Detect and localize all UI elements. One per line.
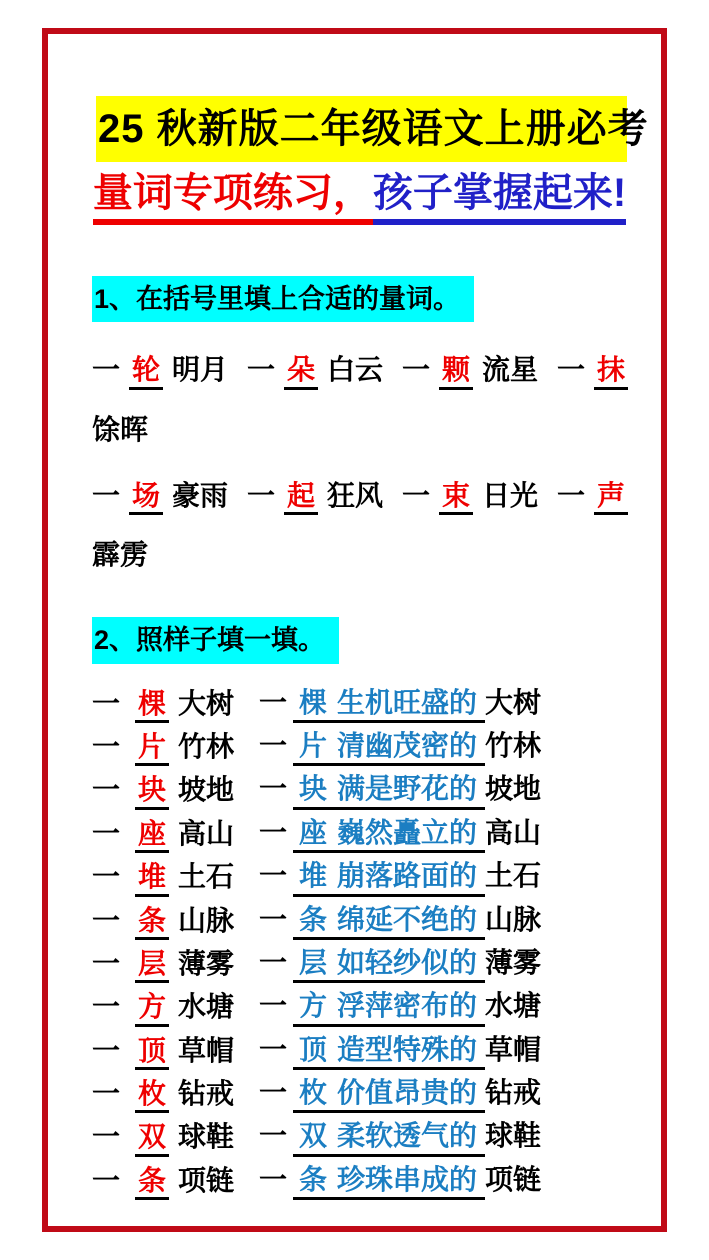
measure-item — [402, 348, 538, 389]
row-answer — [259, 767, 541, 809]
number-one: 一 — [92, 817, 121, 849]
section1-heading: 1、在括号里填上合适的量词。 — [92, 276, 474, 322]
answer-modifier: 价值昂贵的 — [337, 1077, 478, 1109]
answer-measure: 座 — [299, 816, 328, 848]
noun-label: 明月 — [172, 354, 229, 386]
noun-label: 狂风 — [327, 479, 384, 511]
number-one: 一 — [401, 354, 430, 386]
page-title: 25 秋新版二年级语文上册必考 — [96, 96, 627, 162]
measure-word-row — [92, 766, 637, 809]
noun-label: 流星 — [482, 354, 539, 386]
answer-blank — [293, 991, 485, 1026]
row-answer — [259, 724, 541, 766]
answer-noun: 土石 — [485, 860, 542, 892]
answer-measure: 块 — [299, 773, 328, 805]
noun-label: 项链 — [178, 1164, 235, 1196]
measure-word-blank: 条 — [135, 906, 169, 940]
noun-label: 日光 — [482, 479, 539, 511]
section1-line-2 — [92, 474, 637, 515]
measure-word-row — [92, 810, 637, 853]
answer-noun: 山脉 — [485, 903, 542, 935]
answer-blank — [293, 688, 485, 723]
answer-modifier: 珍珠串成的 — [337, 1163, 478, 1195]
number-one: 一 — [556, 479, 585, 511]
answer-modifier: 造型特殊的 — [337, 1033, 478, 1065]
number-one: 一 — [259, 1120, 288, 1152]
number-one: 一 — [401, 479, 430, 511]
measure-item — [92, 474, 228, 515]
noun-label: 土石 — [178, 861, 235, 893]
answer-noun: 球鞋 — [485, 1120, 542, 1152]
row-answer — [259, 854, 541, 896]
worksheet-frame — [42, 28, 667, 1232]
section2-rows — [92, 680, 637, 1201]
number-one: 一 — [556, 354, 585, 386]
answer-noun: 高山 — [485, 816, 542, 848]
answer-modifier: 如轻纱似的 — [337, 946, 478, 978]
measure-word-row — [92, 983, 637, 1026]
row-answer — [259, 898, 541, 940]
measure-word-row — [92, 1113, 637, 1156]
measure-word-row — [92, 1070, 637, 1113]
noun-label: 大树 — [178, 687, 235, 719]
measure-item — [557, 474, 637, 515]
noun-label: 山脉 — [178, 904, 235, 936]
number-one: 一 — [92, 354, 121, 386]
measure-word-blank: 轮 — [129, 355, 163, 389]
answer-measure: 方 — [299, 990, 328, 1022]
row-answer — [259, 1071, 541, 1113]
noun-label: 豪雨 — [172, 479, 229, 511]
noun-label: 草帽 — [178, 1034, 235, 1066]
row-answer — [259, 681, 541, 723]
row-example — [92, 855, 259, 896]
number-one: 一 — [92, 1034, 121, 1066]
answer-modifier: 柔软透气的 — [337, 1120, 478, 1152]
subtitle-red-part: 量词专项练习， — [93, 171, 373, 225]
noun-label: 高山 — [178, 817, 235, 849]
answer-blank — [293, 905, 485, 940]
section1-heading-wrap — [92, 276, 649, 322]
measure-item — [402, 474, 538, 515]
section1-line-1 — [92, 348, 637, 389]
wrapped-noun: 霹雳 — [92, 539, 149, 571]
answer-modifier: 绵延不绝的 — [337, 903, 478, 935]
number-one: 一 — [92, 1121, 121, 1153]
section2-heading: 2、照样子填一填。 — [92, 617, 339, 663]
number-one: 一 — [259, 1033, 288, 1065]
number-one: 一 — [92, 947, 121, 979]
answer-measure: 片 — [299, 729, 328, 761]
measure-item — [247, 474, 383, 515]
number-one: 一 — [92, 730, 121, 762]
answer-measure: 双 — [299, 1120, 328, 1152]
answer-measure: 条 — [299, 1163, 328, 1195]
row-example — [92, 725, 259, 766]
measure-word-blank: 朵 — [284, 355, 318, 389]
answer-blank — [293, 948, 485, 983]
measure-word-blank: 束 — [439, 481, 473, 515]
answer-noun: 水塘 — [485, 990, 542, 1022]
number-one: 一 — [259, 686, 288, 718]
answer-blank — [293, 774, 485, 809]
answer-modifier: 巍然矗立的 — [337, 816, 478, 848]
row-answer — [259, 1028, 541, 1070]
section2-heading-wrap — [92, 617, 649, 663]
answer-blank — [293, 1078, 485, 1113]
row-example — [92, 942, 259, 983]
measure-word-row — [92, 680, 637, 723]
row-example — [92, 1159, 259, 1200]
measure-word-blank: 双 — [135, 1122, 169, 1156]
answer-blank — [293, 1035, 485, 1070]
measure-word-row — [92, 1157, 637, 1200]
row-answer — [259, 1158, 541, 1200]
row-answer — [259, 941, 541, 983]
measure-word-blank: 起 — [284, 481, 318, 515]
number-one: 一 — [259, 990, 288, 1022]
answer-modifier: 满是野花的 — [337, 773, 478, 805]
measure-word-blank: 片 — [135, 732, 169, 766]
row-answer — [259, 1114, 541, 1156]
measure-word-blank: 颗 — [439, 355, 473, 389]
number-one: 一 — [259, 1163, 288, 1195]
page-subtitle — [70, 170, 649, 216]
wrapped-noun: 馀晖 — [92, 413, 149, 445]
answer-noun: 草帽 — [485, 1033, 542, 1065]
noun-label: 白云 — [327, 354, 384, 386]
answer-noun: 钻戒 — [485, 1077, 542, 1109]
measure-word-blank: 棵 — [135, 689, 169, 723]
measure-word-blank: 条 — [135, 1166, 169, 1200]
number-one: 一 — [92, 1078, 121, 1110]
noun-label: 薄雾 — [178, 947, 235, 979]
answer-modifier: 浮萍密布的 — [337, 990, 478, 1022]
measure-word-blank: 顶 — [135, 1036, 169, 1070]
measure-item — [557, 348, 637, 389]
number-one: 一 — [92, 904, 121, 936]
measure-item — [92, 348, 228, 389]
number-one: 一 — [92, 1164, 121, 1196]
row-example — [92, 682, 259, 723]
answer-blank — [293, 861, 485, 896]
answer-noun: 竹林 — [485, 729, 542, 761]
answer-modifier: 生机旺盛的 — [337, 686, 478, 718]
answer-noun: 坡地 — [485, 773, 542, 805]
row-example — [92, 985, 259, 1026]
subtitle-blue-part: 孩子掌握起来! — [373, 171, 626, 225]
number-one: 一 — [92, 687, 121, 719]
measure-word-row — [92, 897, 637, 940]
row-example — [92, 768, 259, 809]
answer-noun: 大树 — [485, 686, 542, 718]
measure-word-blank: 枚 — [135, 1079, 169, 1113]
measure-word-blank: 声 — [594, 481, 628, 515]
measure-word-row — [92, 940, 637, 983]
number-one: 一 — [259, 773, 288, 805]
measure-word-blank: 方 — [135, 992, 169, 1026]
measure-word-row — [92, 853, 637, 896]
row-example — [92, 1029, 259, 1070]
measure-word-blank: 抹 — [594, 355, 628, 389]
number-one: 一 — [92, 861, 121, 893]
row-example — [92, 812, 259, 853]
answer-measure: 层 — [299, 946, 328, 978]
number-one: 一 — [259, 1077, 288, 1109]
number-one: 一 — [246, 354, 275, 386]
answer-noun: 薄雾 — [485, 946, 542, 978]
answer-modifier: 清幽茂密的 — [337, 729, 478, 761]
noun-label: 坡地 — [178, 774, 235, 806]
number-one: 一 — [92, 774, 121, 806]
number-one: 一 — [259, 903, 288, 935]
measure-item — [247, 348, 383, 389]
number-one: 一 — [259, 946, 288, 978]
answer-measure: 枚 — [299, 1077, 328, 1109]
measure-word-blank: 层 — [135, 949, 169, 983]
row-example — [92, 1072, 259, 1113]
row-answer — [259, 984, 541, 1026]
answer-measure: 条 — [299, 903, 328, 935]
noun-label: 竹林 — [178, 730, 235, 762]
number-one: 一 — [92, 479, 121, 511]
number-one: 一 — [92, 991, 121, 1023]
answer-blank — [293, 1121, 485, 1156]
row-answer — [259, 811, 541, 853]
measure-word-blank: 块 — [135, 775, 169, 809]
number-one: 一 — [259, 729, 288, 761]
noun-label: 水塘 — [178, 991, 235, 1023]
answer-blank — [293, 818, 485, 853]
measure-word-row — [92, 1027, 637, 1070]
number-one: 一 — [259, 816, 288, 848]
number-one: 一 — [246, 479, 275, 511]
answer-measure: 顶 — [299, 1033, 328, 1065]
row-example — [92, 1115, 259, 1156]
answer-measure: 堆 — [299, 860, 328, 892]
measure-word-blank: 座 — [135, 819, 169, 853]
measure-word-blank: 堆 — [135, 862, 169, 896]
number-one: 一 — [259, 860, 288, 892]
answer-modifier: 崩落路面的 — [337, 860, 478, 892]
row-example — [92, 899, 259, 940]
answer-blank — [293, 731, 485, 766]
measure-word-row — [92, 723, 637, 766]
answer-measure: 棵 — [299, 686, 328, 718]
measure-word-blank: 场 — [129, 481, 163, 515]
noun-label: 球鞋 — [178, 1121, 235, 1153]
answer-blank — [293, 1165, 485, 1200]
worksheet-content — [48, 96, 661, 1200]
noun-label: 钻戒 — [178, 1078, 235, 1110]
answer-noun: 项链 — [485, 1163, 542, 1195]
